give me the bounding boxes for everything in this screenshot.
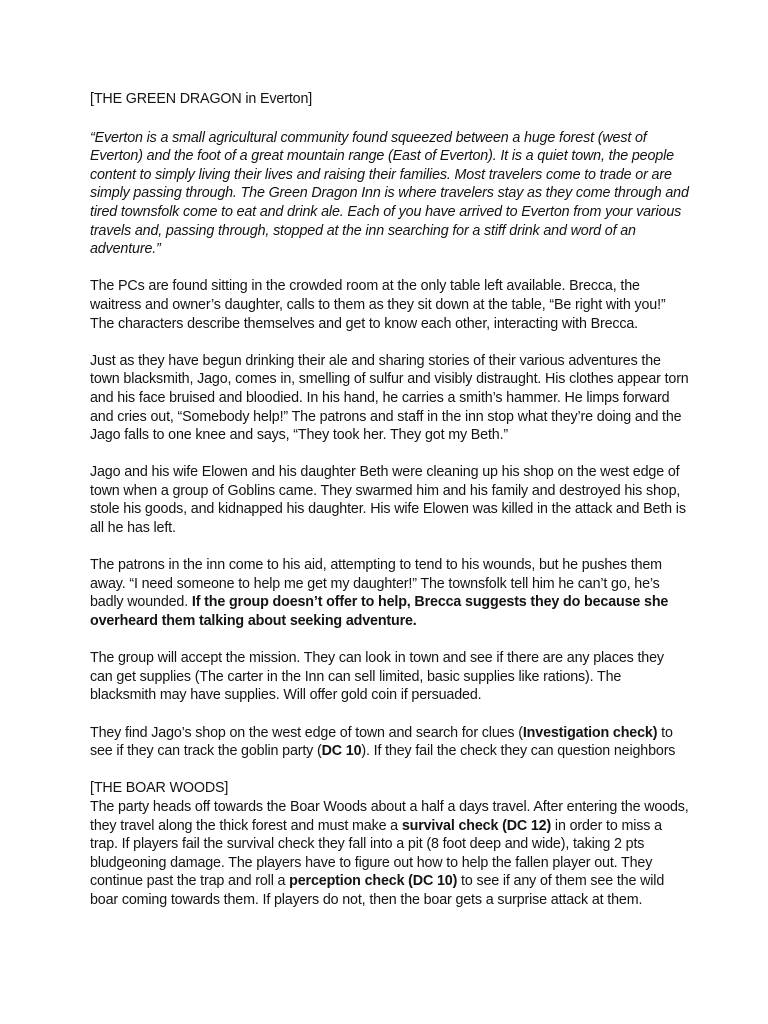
- investigation-check-text: Investigation check): [522, 724, 658, 741]
- patrons-text: The patrons in the inn come to his aid, attempting to tend to his wounds, but he pushes them away. “I need someone to help me get my daughter!” The townsfolk tell him he can’t go, he’s badly wounded.: [90, 557, 662, 611]
- woods-text-1: The party heads off towards the Boar Woods about a half a days travel. After entering the woods, they travel along the thick forest and must make a: [90, 798, 689, 834]
- paragraph-mission: The group will accept the mission. They can look in town and see if there are any places they can get supplies (The carter in the Inn can sell limited, basic supplies like rations). The blacksmith may have supplies. Will offer gold coin if persuaded.: [90, 650, 664, 704]
- patrons-bold-text: If the group doesn’t offer to help, Brecca suggests they do because she overheard them talking about seeking adventure.: [90, 594, 669, 630]
- paragraph-pcs-arrive: The PCs are found sitting in the crowded room at the only table left available. Brecca, the waitress and owner’s daughter, calls to them as they sit down at the table, “Be right with you!” The characters describe themselves and get to know each other, interacting with Brecca.: [90, 278, 666, 332]
- woods-text-3: to see if any of them see the wild boar coming towards them. If players do not, then the boar gets a surprise attack at them.: [90, 873, 665, 908]
- survival-check-text: survival check (DC 12): [401, 817, 552, 834]
- document-page: [90, 90, 690, 928]
- section-heading-boar-woods: [THE BOAR WOODS]: [90, 780, 229, 797]
- dc-10-text: DC 10: [321, 743, 362, 760]
- shop-text-3: ). If they fail the check they can question neighbors: [361, 743, 676, 760]
- perception-check-text: perception check (DC 10): [289, 873, 458, 890]
- woods-text-2: in order to miss a trap. If players fail the survival check they fall into a pit (8 foot deep and wide), taking 2 pts bludgeoning damage. The players have to figure out how to help the fallen player out. They continue past the trap and roll a: [90, 817, 662, 890]
- paragraph-boar-woods: [90, 798, 690, 910]
- shop-text-2: to see if they can track the goblin party (: [90, 724, 673, 760]
- paragraph-goblin-attack: Jago and his wife Elowen and his daughter Beth were cleaning up his shop on the west edge of town when a group of Goblins came. They swarmed him and his family and destroyed his shop, stole his goods, and kidnapped his daughter. His wife Elowen was killed in the attack and Beth is all he has left.: [90, 464, 686, 537]
- paragraph-jago-enters: Just as they have begun drinking their ale and sharing stories of their various adventures the town blacksmith, Jago, comes in, smelling of sulfur and visibly distraught. His clothes appear torn and his face bruised and bloodied. In his hand, he carries a smith’s hammer. He limps forward and cries out, “Somebody help!” The patrons and staff in the inn stop what they’re doing and the Jago falls to one knee and says, “They took her. They got my Beth.”: [90, 352, 689, 444]
- paragraph-patrons-aid: [90, 556, 690, 630]
- paragraph-jago-shop: [90, 724, 690, 761]
- section-heading-green-dragon: [THE GREEN DRAGON in Everton]: [90, 91, 313, 107]
- shop-text-1: They find Jago’s shop on the west edge of town and search for clues (: [90, 724, 523, 741]
- intro-read-aloud: “Everton is a small agricultural community found squeezed between a huge forest (west of Everton) and the foot of a great mountain range (East of Everton). It is a quiet town, the people content to simply living their lives and raising their families. Most travelers come to trade or are simply passing through. The Green Dragon Inn is where travelers stay as they come through and tired townsfolk come to eat and drink ale. Each of you have arrived to Everton from your various travels and, passing through, stopped at the inn searching for a stiff drink and word of an adventure.”: [90, 129, 689, 258]
